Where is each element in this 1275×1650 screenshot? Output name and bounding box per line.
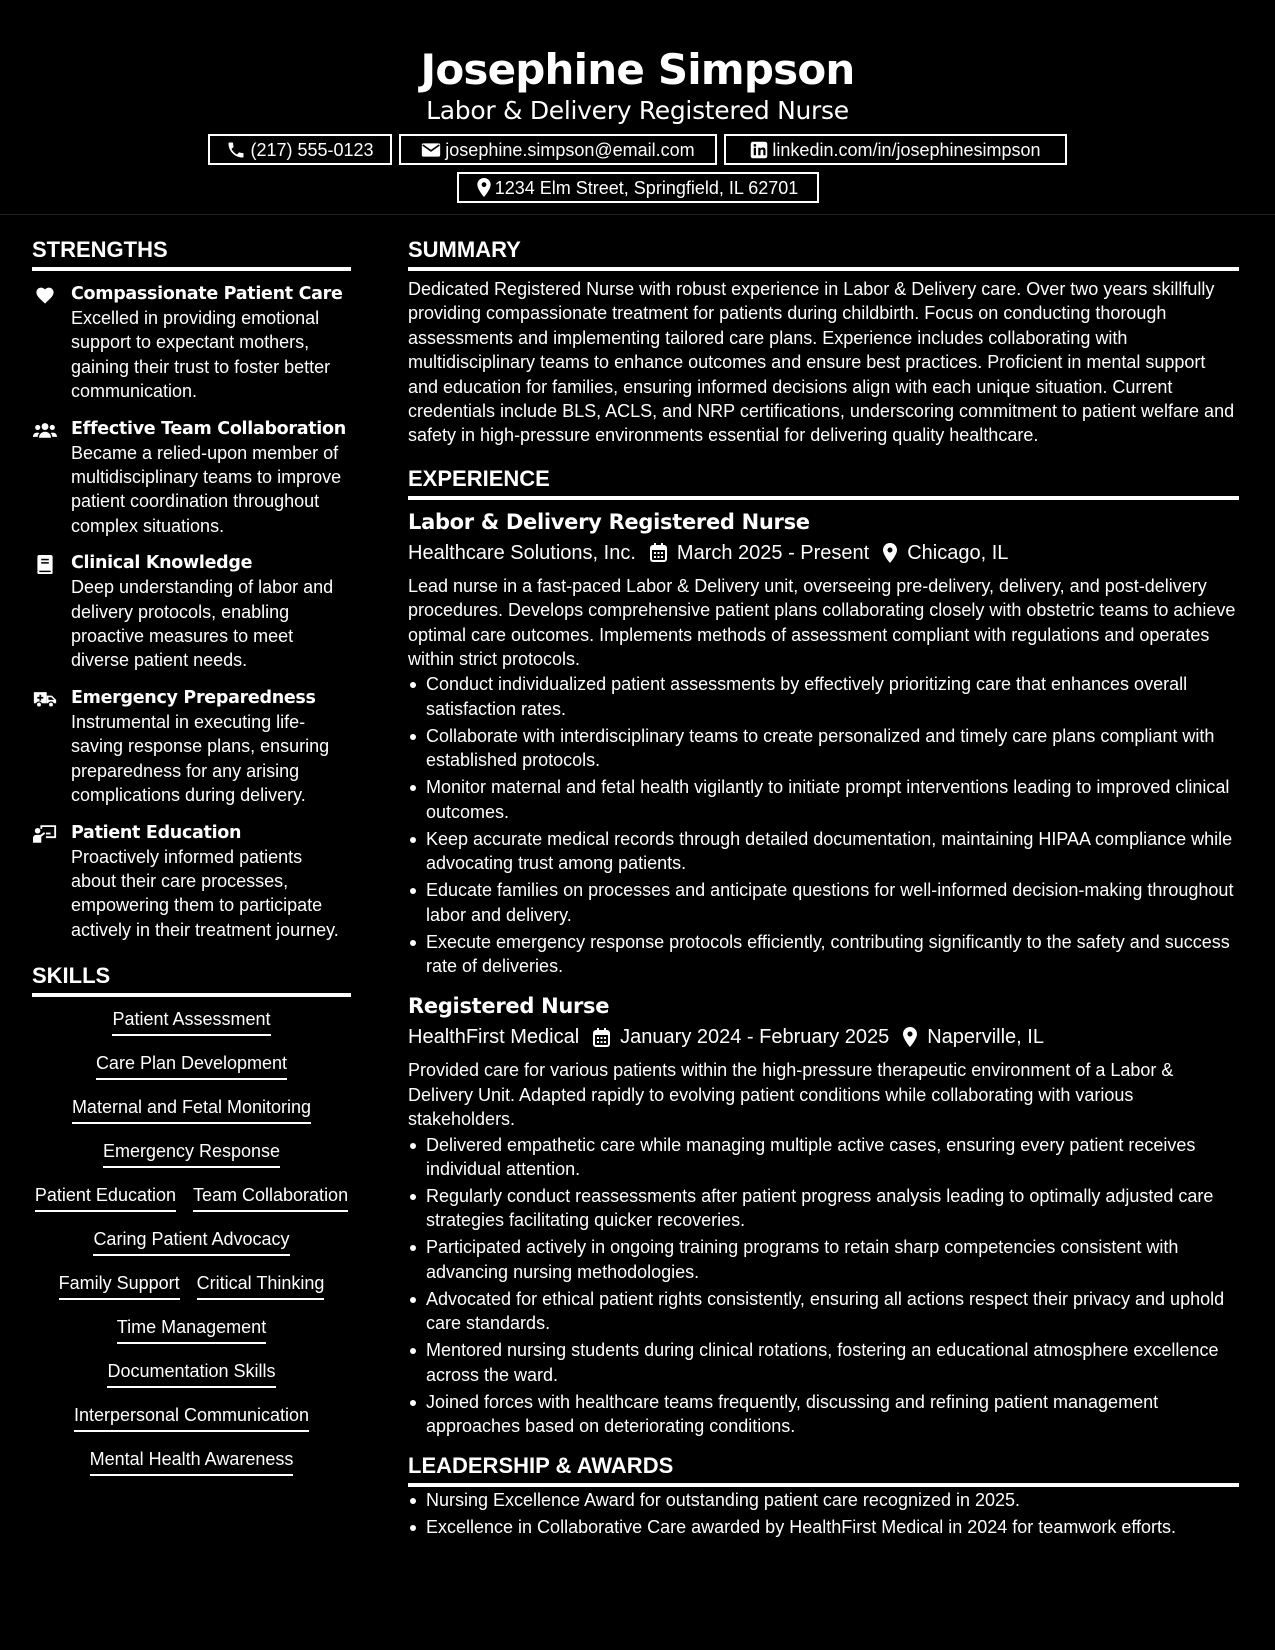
- location-pin-icon: [883, 543, 897, 563]
- location-pin-icon: [903, 1027, 917, 1047]
- linkedin-chip[interactable]: [724, 134, 1067, 165]
- job-entry: [408, 508, 1239, 978]
- strength-item: [32, 417, 351, 539]
- phone-icon: [226, 140, 246, 160]
- email-chip[interactable]: [399, 134, 717, 165]
- leadership-list: [408, 1488, 1239, 1539]
- teacher-icon: [32, 823, 57, 845]
- job-entry: [408, 992, 1239, 1438]
- strength-description: Deep understanding of labor and delivery protocols, enabling proactive measures to meet diverse patient needs.: [71, 577, 334, 671]
- resume-header: [0, 0, 1275, 215]
- calendar-icon: [650, 543, 667, 562]
- skill-tag: Team Collaboration: [193, 1183, 348, 1212]
- strength-item: [32, 686, 351, 808]
- job-location: Naperville, IL: [927, 1026, 1044, 1049]
- list-item: Participated actively in ongoing training programs to retain sharp competencies consistent with advancing nursing methodologies.: [408, 1235, 1239, 1284]
- contact-row-address: [0, 172, 1275, 203]
- job-description: Lead nurse in a fast-paced Labor & Delivery unit, overseeing pre-delivery, delivery, and post-delivery procedures. Develops comprehensive patient plans collaborating closely with obstetric teams to achieve optimal care outcomes. Implements methods of assessment compliant with regulations and operates within strict protocols.: [408, 575, 1236, 670]
- strength-title: Effective Team Collaboration: [71, 418, 346, 439]
- list-item: Monitor maternal and fetal health vigilantly to initiate prompt interventions leading to improved clinical outcomes.: [408, 775, 1239, 824]
- list-item: Regularly conduct reassessments after patient progress analysis leading to optimally adjusted care strategies facilitating quicker recoveries.: [408, 1184, 1239, 1233]
- experience-heading: EXPERIENCE: [408, 464, 1239, 500]
- skill-tag: Interpersonal Communication: [74, 1403, 309, 1432]
- list-item: Execute emergency response protocols efficiently, contributing significantly to the safety and success rate of deliveries.: [408, 930, 1239, 979]
- strength-description: Proactively informed patients about their care processes, empowering them to participate actively in their treatment journey.: [71, 846, 339, 940]
- skill-tag: Family Support: [59, 1271, 180, 1300]
- job-meta: [408, 538, 1239, 568]
- left-column: [32, 235, 351, 1491]
- strength-title: Clinical Knowledge: [71, 553, 253, 574]
- list-item: Educate families on processes and anticipate questions for well-informed decision-making throughout labor and delivery.: [408, 878, 1239, 927]
- ambulance-icon: [32, 688, 57, 710]
- list-item: Advocated for ethical patient rights consistently, ensuring all actions respect their privacy and uphold care standards.: [408, 1287, 1239, 1336]
- strength-description: Became a relied-upon member of multidisciplinary teams to improve patient coordination throughout complex situations.: [71, 442, 342, 536]
- location-pin-icon: [477, 178, 491, 197]
- job-dates: March 2025 - Present: [676, 541, 870, 564]
- job-dates: January 2024 - February 2025: [620, 1026, 890, 1049]
- address-text: 1234 Elm Street, Springfield, IL 62701: [494, 177, 799, 198]
- strength-title: Patient Education: [71, 822, 242, 843]
- strengths-list: [32, 282, 351, 942]
- calendar-icon: [593, 1028, 610, 1047]
- book-icon: [32, 553, 57, 575]
- list-item: Excellence in Collaborative Care awarded by HealthFirst Medical in 2024 for teamwork efforts.: [408, 1515, 1239, 1539]
- phone-text: (217) 555-0123: [250, 139, 374, 160]
- skill-tag: Documentation Skills: [107, 1359, 275, 1388]
- candidate-name: Josephine Simpson: [420, 45, 855, 94]
- strength-item: [32, 821, 351, 943]
- job-bullets: [408, 672, 1239, 978]
- envelope-icon: [421, 141, 441, 159]
- strength-item: [32, 282, 351, 404]
- list-item: Collaborate with interdisciplinary teams to create personalized and timely care plans compliant with established protocols.: [408, 724, 1239, 773]
- leadership-heading: LEADERSHIP & AWARDS: [408, 1451, 1239, 1487]
- skill-tag: Patient Education: [35, 1183, 176, 1212]
- users-icon: [32, 419, 57, 441]
- strength-description: Instrumental in executing life-saving response plans, ensuring preparedness for any arising complications during delivery.: [71, 711, 330, 806]
- summary-text: Dedicated Registered Nurse with robust experience in Labor & Delivery care. Over two years skillfully providing compassionate treatment for patients during childbirth. Focus on conducting thorough assessments and implementing tailored care plans. Experience includes collaborating with multidisciplinary teams to enhance outcomes and ensure best practices. Proficient in mental support and education for families, ensuring informed decisions align with each unique situation. Current credentials include BLS, ACLS, and NRP certifications, underscoring commitment to patient welfare and safety in high-pressure environments essential for delivering quality healthcare.: [408, 279, 1235, 446]
- skill-tag: Patient Assessment: [112, 1007, 270, 1036]
- skills-heading: SKILLS: [32, 961, 351, 997]
- linkedin-icon: [750, 141, 768, 159]
- skill-tag: Maternal and Fetal Monitoring: [72, 1095, 311, 1124]
- job-meta: [408, 1022, 1239, 1052]
- candidate-title: Labor & Delivery Registered Nurse: [426, 96, 849, 125]
- list-item: Keep accurate medical records through detailed documentation, maintaining HIPAA compliance while advocating trust among patients.: [408, 827, 1239, 876]
- job-company: Healthcare Solutions, Inc.: [408, 541, 636, 564]
- list-item: Mentored nursing students during clinical rotations, fostering an educational atmosphere excellence across the ward.: [408, 1338, 1239, 1387]
- skill-tag: Critical Thinking: [197, 1271, 325, 1300]
- linkedin-text: linkedin.com/in/josephinesimpson: [772, 139, 1041, 160]
- job-description: Provided care for various patients within the high-pressure therapeutic environment of a Labor & Delivery Unit. Adapted rapidly to evolving patient conditions while collaborating with various stakeholders.: [408, 1060, 1174, 1130]
- strength-title: Compassionate Patient Care: [71, 284, 343, 304]
- job-bullets: [408, 1133, 1239, 1439]
- list-item: Delivered empathetic care while managing multiple active cases, ensuring every patient receives individual attention.: [408, 1133, 1239, 1182]
- right-column: [408, 235, 1239, 1542]
- strength-item: [32, 551, 351, 673]
- job-location: Chicago, IL: [907, 541, 1009, 564]
- heart-icon: [32, 284, 57, 306]
- list-item: Joined forces with healthcare teams frequently, discussing and refining patient management approaches based on deteriorating conditions.: [408, 1390, 1239, 1439]
- skill-tag: Caring Patient Advocacy: [93, 1227, 289, 1256]
- job-company: HealthFirst Medical: [408, 1026, 580, 1049]
- skills-list: [32, 1007, 351, 1491]
- job-title: Registered Nurse: [408, 994, 610, 1019]
- skill-tag: Time Management: [117, 1315, 266, 1344]
- skill-tag: Emergency Response: [103, 1139, 280, 1168]
- phone-chip[interactable]: [208, 134, 392, 165]
- contact-row: [0, 134, 1275, 165]
- list-item: Nursing Excellence Award for outstanding patient care recognized in 2025.: [408, 1488, 1239, 1512]
- strengths-heading: STRENGTHS: [32, 235, 351, 271]
- job-title: Labor & Delivery Registered Nurse: [408, 509, 810, 534]
- summary-heading: SUMMARY: [408, 235, 1239, 271]
- list-item: Conduct individualized patient assessments by effectively prioritizing care that enhances overall satisfaction rates.: [408, 672, 1239, 721]
- skill-tag: Mental Health Awareness: [90, 1447, 294, 1476]
- strength-title: Emergency Preparedness: [71, 687, 316, 708]
- skill-tag: Care Plan Development: [96, 1051, 287, 1080]
- address-chip: [457, 172, 819, 203]
- strength-description: Excelled in providing emotional support to expectant mothers, gaining their trust to foster better communication.: [71, 308, 331, 402]
- email-text: josephine.simpson@email.com: [445, 139, 695, 160]
